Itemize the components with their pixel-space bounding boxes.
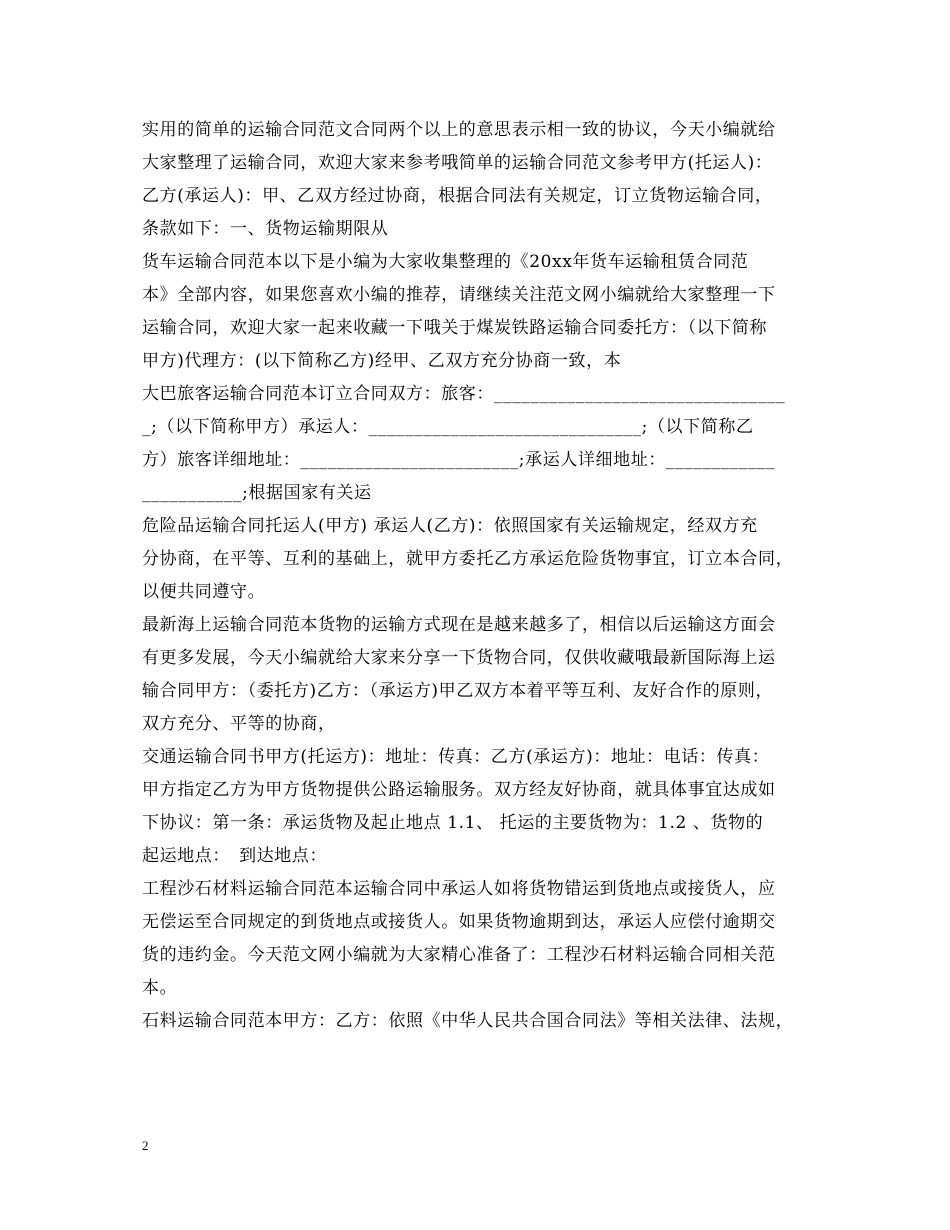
text-line: 甲方)代理方：(以下简称乙方)经甲、乙双方充分协商一致，本 (142, 351, 622, 371)
text-line: 方）旅客详细地址：________________________;承运人详细地址：____________ (142, 450, 776, 470)
page-number: 2 (142, 1138, 149, 1153)
text-line: 危险品运输合同托运人(甲方) 承运人(乙方)：依照国家有关运输规定，经双方充 (142, 516, 758, 536)
text-line: 无偿运至合同规定的到货地点或接货人。如果货物逾期到达，承运人应偿付逾期交 (142, 912, 776, 932)
text-line: 交通运输合同书甲方(托运方)：地址：传真：乙方(承运方)：地址：电话：传真： (142, 747, 770, 767)
text-line: 本。 (142, 978, 178, 998)
text-line: 货车运输合同范本以下是小编为大家收集整理的《20xx年货车运输租赁合同范 (142, 252, 749, 272)
text-line: 双方充分、平等的协商， (142, 714, 336, 734)
text-line: _;（以下简称甲方）承运人：______________________________;（以下简称乙 (142, 417, 754, 437)
text-line: 起运地点： 到达地点： (142, 846, 328, 866)
text-line: 有更多发展，今天小编就给大家来分享一下货物合同，仅供收藏哦最新国际海上运 (142, 648, 776, 668)
text-line: 条款如下：一、货物运输期限从 (142, 219, 389, 239)
text-line: 货的违约金。今天范文网小编就为大家精心准备了：工程沙石材料运输合同相关范 (142, 945, 776, 965)
text-line: 乙方(承运人)：甲、乙双方经过协商，根据合同法有关规定，订立货物运输合同， (142, 186, 773, 206)
text-line: 石料运输合同范本甲方：乙方：依照《中华人民共合国合同法》等相关法律、法规， (142, 1011, 794, 1031)
text-line: 最新海上运输合同范本货物的运输方式现在是越来越多了，相信以后运输这方面会 (142, 615, 776, 635)
text-line: 以便共同遵守。 (142, 582, 266, 602)
text-line: 下协议：第一条：承运货物及起止地点 1.1、 托运的主要货物为：1.2 、货物的 (142, 813, 764, 833)
text-line: 本》全部内容，如果您喜欢小编的推荐，请继续关注范文网小编就给大家整理一下 (142, 285, 776, 305)
text-line: 工程沙石材料运输合同范本运输合同中承运人如将货物错运到货地点或接货人，应 (142, 879, 776, 899)
text-line: 分协商，在平等、互利的基础上，就甲方委托乙方承运危险货物事宜，订立本合同， (142, 549, 794, 569)
text-line: 输合同甲方：（委托方)乙方：（承运方)甲乙双方本着平等互利、友好合作的原则， (142, 681, 774, 701)
text-line: 运输合同，欢迎大家一起来收藏一下哦关于煤炭铁路运输合同委托方：（以下简称 (142, 318, 768, 338)
text-line: ___________;根据国家有关运 (142, 483, 372, 503)
text-line: 大家整理了运输合同，欢迎大家来参考哦简单的运输合同范文参考甲方(托运人)： (142, 153, 773, 173)
text-line: 甲方指定乙方为甲方货物提供公路运输服务。双方经友好协商，就具体事宜达成如 (142, 780, 776, 800)
text-line: 实用的简单的运输合同范文合同两个以上的意思表示相一致的协议，今天小编就给 (142, 120, 776, 140)
text-line: 大巴旅客运输合同范本订立合同双方：旅客：________________________________ (142, 384, 786, 404)
